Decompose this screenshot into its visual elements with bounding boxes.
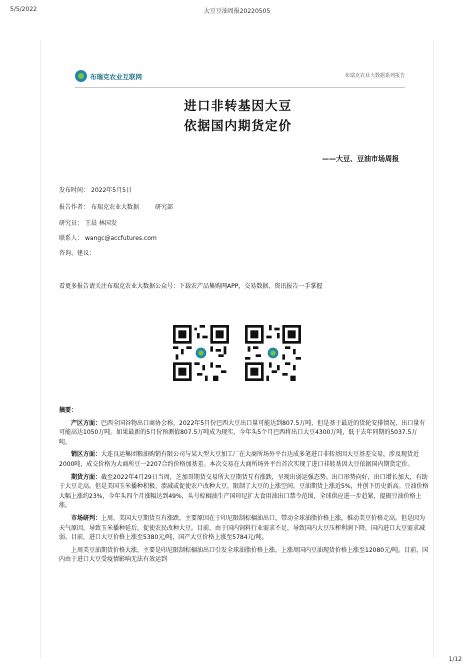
summary-section bbox=[59, 406, 429, 568]
report-title-line2: 依据国内期货定价 bbox=[183, 118, 292, 133]
researchers-label: 研究员： bbox=[59, 220, 84, 227]
consult-label: 咨询、建议： bbox=[59, 250, 96, 257]
paragraph-text: 巴西全国谷物出口商协会称，2022年5月份巴西大豆出口量可能达到807.5万吨，但是基于最近的货轮安排情况，出口量有可能高达1050万吨。如果最新的5月份预测值807.5万吨成为现实，今年头5个月巴西将出口大豆4300万吨，低于去年同期的5037.5万吨。 bbox=[59, 419, 426, 446]
contact-row bbox=[59, 236, 157, 242]
brand-logo bbox=[75, 68, 142, 84]
series-note: 布瑞克农业大数据系列报告 bbox=[344, 73, 405, 79]
paragraph-soyoil bbox=[59, 546, 429, 565]
paragraph-text: 大连良运集团粮油购销有限公司与某大型大豆加工厂在大商所场外平台达成多笔进口非转基因大豆基差交易，涉及现货近2000吨，成交价格为大商所豆一2207合约价格加基差。本次交易在大商所场外平台首次实现了进口非转基因大豆依据国内期货定价。 bbox=[59, 451, 420, 468]
paragraph-key: 产区方面： bbox=[71, 419, 102, 427]
brand-logo-icon bbox=[75, 70, 87, 82]
paragraph-origin bbox=[59, 419, 429, 448]
contact-email[interactable]: wangc@accfutures.com bbox=[85, 235, 157, 242]
print-title: 大豆豆油周报20220505 bbox=[203, 8, 271, 15]
paragraph-text: 上周美豆油期货价格大涨，主要是印尼限制棕榈油出口引发全球油脂价格上涨。上涨周国内豆油现货价格上涨至12080元/吨。目前，国内由于进口大豆受疫情影响无法有效运到 bbox=[59, 546, 429, 564]
researchers-value: 王晨 林国发 bbox=[85, 220, 117, 227]
consult-row bbox=[59, 251, 95, 257]
wechat-qr-code bbox=[173, 325, 229, 381]
paragraph-sales bbox=[59, 450, 429, 469]
paragraph-futures bbox=[59, 473, 429, 511]
publish-date-label: 发布时间： bbox=[59, 187, 90, 194]
publish-date-value: 2022年5月5日 bbox=[91, 187, 132, 194]
report-title-line1: 进口非转基因大豆 bbox=[183, 98, 292, 113]
paragraph-text: 上周，美国大豆期货互有涨跌。主要原因在于印尼限制棕榈油出口，带动全球油脂价格上涨，推动美豆价格走高。但是因为天气原因，导致玉米播种延后，促使农民改种大豆。目前，由于国内饲料行业需求不足，导致国内大豆压榨利润下降，国内进口大豆需求减弱。目前，进口大豆价格上涨至5380元/吨，国产大豆价格上涨至5784元/吨。 bbox=[59, 514, 426, 542]
app-qr-code bbox=[245, 325, 301, 381]
follow-notice: 看更多报告请关注布瑞克农业大数据公众号：下载农产品集购网APP，交易数据、资讯报告一手掌握 bbox=[59, 283, 323, 290]
author-dept: 研究部 bbox=[155, 204, 174, 211]
author-label: 报告作者： bbox=[59, 204, 90, 211]
summary-heading: 摘要： bbox=[59, 407, 78, 414]
print-header bbox=[0, 6, 474, 18]
researchers-row bbox=[59, 221, 117, 227]
paragraph-key: 销区方面： bbox=[71, 451, 102, 459]
page-counter: 1/12 bbox=[448, 656, 462, 663]
report-page bbox=[40, 40, 434, 658]
paragraph-key: 期货方面： bbox=[71, 473, 102, 481]
paragraph-text: 截至2022年4月29日当周，芝加哥期货交易所大豆期货互有涨跌，呈现出弱运强态势。出口形势向好，出口增长加大，有助于大豆走高。但是美国玉米播种积极、溃减或促使农户改种大豆，限制了大豆的上涨空间。豆油期货上涨近5%，并创下历史新高。豆油价格大幅上涨约23%，今年头四个月涨幅达到49%，头号棕榈油生产国印尼扩大食用油出口禁令范围，全球供应进一步趋紧，提振豆油价格上涨。 bbox=[59, 473, 429, 510]
publish-date-row bbox=[59, 188, 132, 194]
paragraph-outlook bbox=[59, 514, 429, 543]
paragraph-key: 市场研判： bbox=[71, 514, 102, 522]
contact-label: 联系人： bbox=[59, 235, 84, 242]
report-subtitle: ——大豆、豆油市场周报 bbox=[322, 154, 399, 163]
header-divider bbox=[75, 87, 405, 88]
report-header bbox=[75, 68, 405, 86]
print-date: 5/5/2022 bbox=[10, 6, 37, 13]
brand-logo-text: 布瑞克农业互联网 bbox=[90, 72, 142, 81]
author-row bbox=[59, 205, 173, 211]
author-value: 布瑞克农业大数据 bbox=[91, 204, 140, 211]
